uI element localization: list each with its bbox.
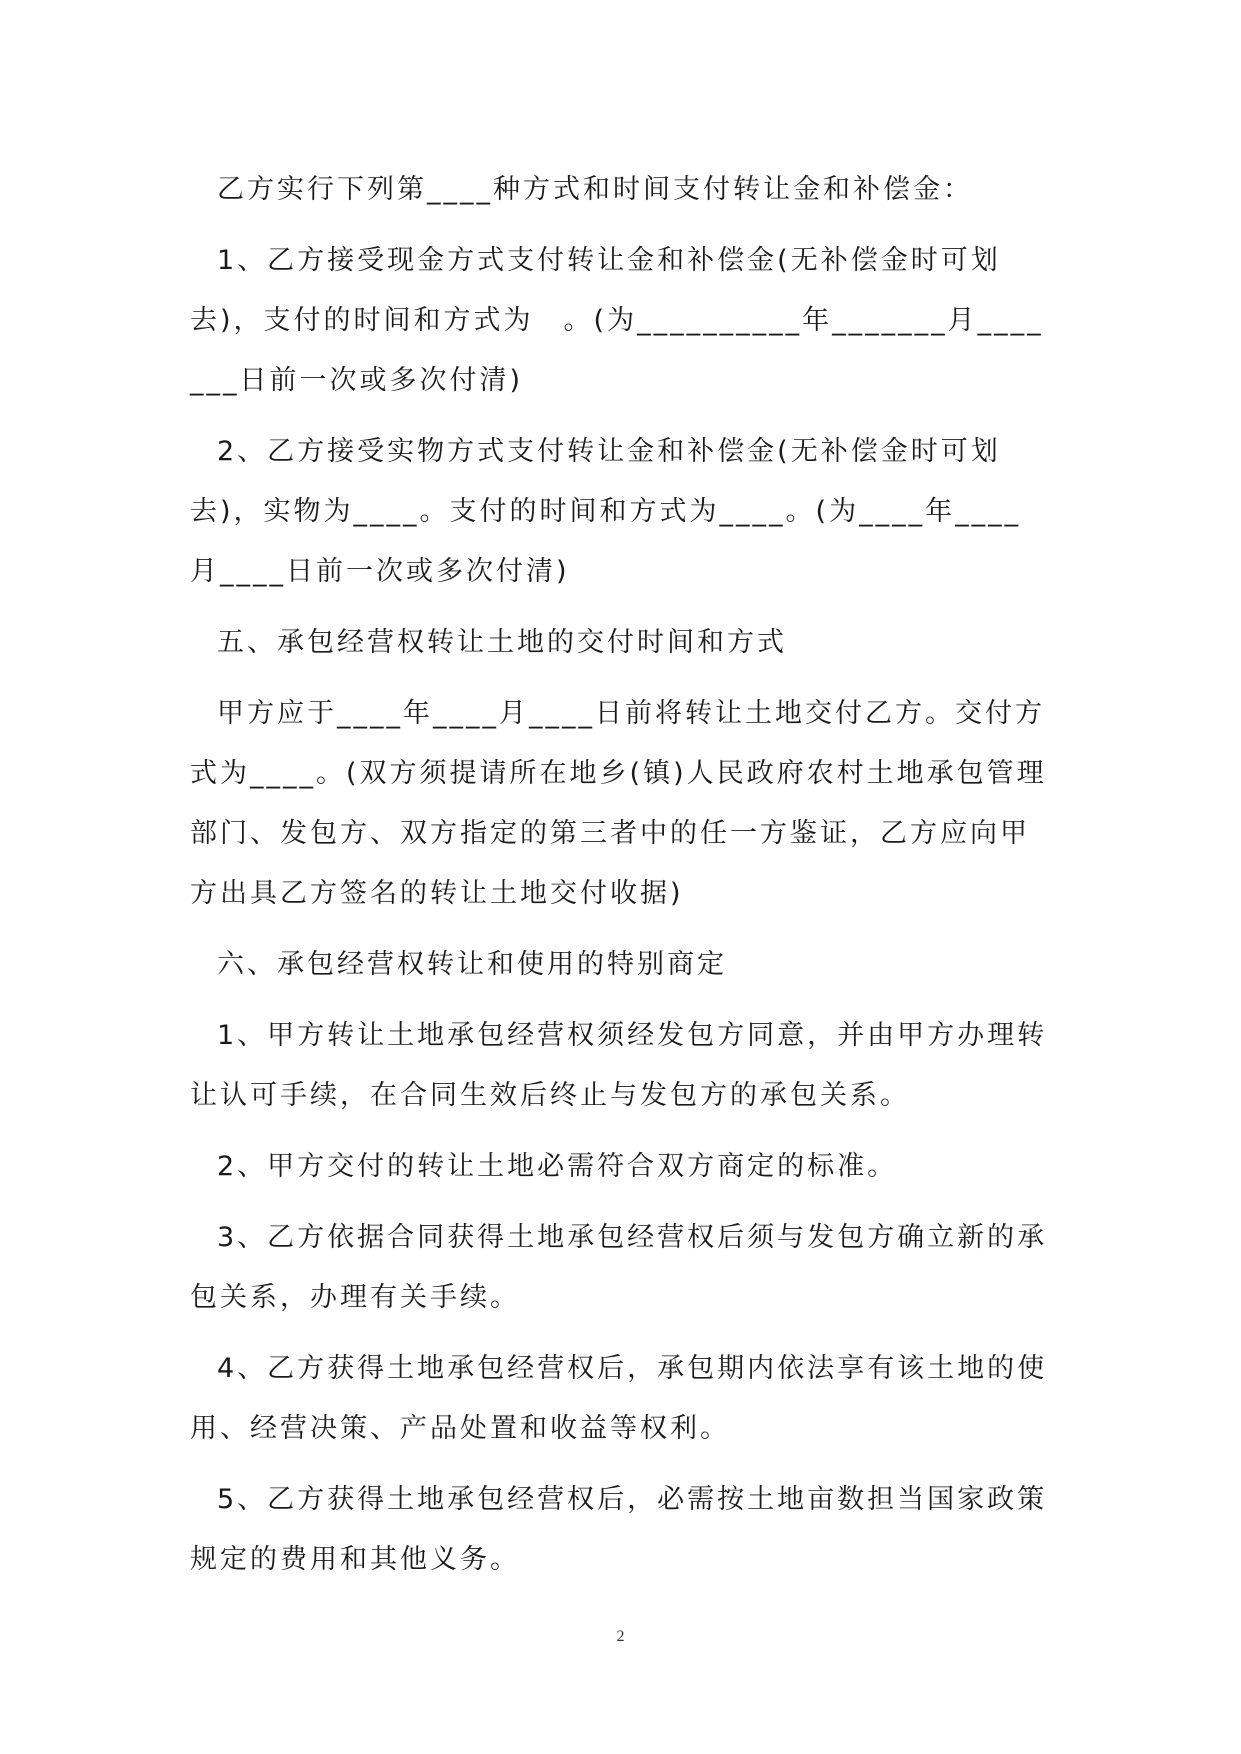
clause-six-3: 3、乙方依据合同获得土地承包经营权后须与发包方确立新的承包关系，办理有关手续。 bbox=[190, 1222, 1048, 1313]
clause-six-1: 1、甲方转让土地承包经营权须经发包方同意，并由甲方办理转让认可手续，在合同生效后终止与发包方的承包关系。 bbox=[190, 1020, 1048, 1111]
document-body bbox=[190, 160, 1050, 1601]
page-number: 2 bbox=[616, 1628, 625, 1645]
paragraph-payment-method-choice: 乙方实行下列第____种方式和时间支付转让金和补偿金： bbox=[217, 174, 973, 205]
clause-six-5: 5、乙方获得土地承包经营权后，必需按土地亩数担当国家政策规定的费用和其他义务。 bbox=[190, 1484, 1048, 1575]
clause-six-2: 2、甲方交付的转让土地必需符合双方商定的标准。 bbox=[217, 1151, 898, 1182]
section-heading-six: 六、承包经营权转让和使用的特别商定 bbox=[217, 949, 727, 980]
section-heading-five: 五、承包经营权转让土地的交付时间和方式 bbox=[217, 627, 787, 658]
paragraph-land-delivery: 甲方应于____年____月____日前将转让土地交付乙方。交付方式为____。(双方须提请所在地乡(镇)人民政府农村土地承包管理部门、发包方、双方指定的第三者中的任一方鉴证，乙方应向甲方出具乙方签名的转让土地交付收据) bbox=[190, 698, 1047, 909]
paragraph-in-kind-payment: 2、乙方接受实物方式支付转让金和补偿金(无补偿金时可划去)，实物为____。支付的时间和方式为____。(为____年____月____日前一次或多次付清) bbox=[190, 436, 1022, 587]
paragraph-cash-payment: 1、乙方接受现金方式支付转让金和补偿金(无补偿金时可划去)，支付的时间和方式为 。(为__________年_______月_______日前一次或多次付清) bbox=[190, 245, 1044, 396]
clause-six-4: 4、乙方获得土地承包经营权后，承包期内依法享有该土地的使用、经营决策、产品处置和收益等权利。 bbox=[190, 1353, 1048, 1444]
